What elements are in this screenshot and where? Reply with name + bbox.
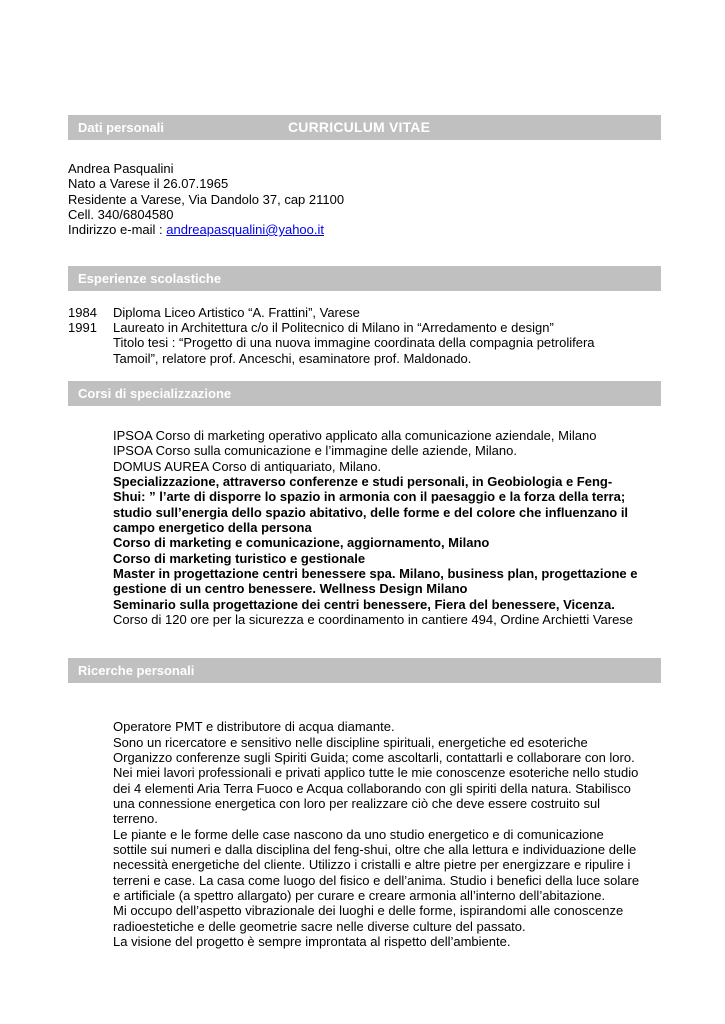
research-line: Organizzo conferenze sugli Spiriti Guida; come ascoltarli, contattarli e collaborare con loro. bbox=[113, 750, 635, 765]
course-line: Master in progettazione centri benessere spa. Milano, business plan, progettazione e bbox=[113, 566, 638, 581]
research-line: una connessione energetica con loro per realizzare ciò che deve essere costruito sul bbox=[113, 796, 601, 811]
research-line: radioestetiche e delle geometrie sacre nelle diverse culture del passato. bbox=[113, 919, 526, 934]
course-line: IPSOA Corso di marketing operativo applicato alla comunicazione aziendale, Milano bbox=[113, 428, 597, 443]
birth-info: Nato a Varese il 26.07.1965 bbox=[68, 176, 229, 191]
research-line: Sono un ricercatore e sensitivo nelle discipline spirituali, energetiche ed esoteriche bbox=[113, 735, 588, 750]
education-line: Laureato in Architettura c/o il Politecnico di Milano in “Arredamento e design” bbox=[113, 320, 554, 335]
course-line: Specializzazione, attraverso conferenze e studi personali, in Geobiologia e Feng- bbox=[113, 474, 613, 489]
education-line: Titolo tesi : “Progetto di una nuova immagine coordinata della compagnia petrolifera bbox=[113, 335, 595, 350]
course-line: Shui: ” l’arte di disporre lo spazio in armonia con il paesaggio e la forza della terra; bbox=[113, 489, 626, 504]
email-link[interactable]: andreapasqualini@yahoo.it bbox=[166, 222, 325, 237]
research-line: dei 4 elementi Aria Terra Fuoco e Acqua collaborando con gli spiriti della natura. Stabilisco bbox=[113, 781, 631, 796]
course-line: Corso di 120 ore per la sicurezza e coordinamento in cantiere 494, Ordine Archietti Varese bbox=[113, 612, 634, 627]
course-line: studio sull’energia dello spazio abitativo, delle forme e del colore che influenzano il bbox=[113, 505, 629, 520]
course-line: Seminario sulla progettazione dei centri benessere, Fiera del benessere, Vicenza. bbox=[113, 597, 615, 612]
research-line: Nei miei lavori professionali e privati applico tutte le mie conoscenze esoteriche nello studio bbox=[113, 765, 639, 780]
section-label-education: Esperienze scolastiche bbox=[78, 271, 222, 286]
address: Residente a Varese, Via Dandolo 37, cap 21100 bbox=[68, 192, 345, 207]
section-bar-research bbox=[68, 658, 661, 683]
section-bar-education bbox=[68, 266, 661, 291]
phone: Cell. 340/6804580 bbox=[68, 207, 174, 222]
person-name: Andrea Pasqualini bbox=[68, 161, 174, 176]
email-label: Indirizzo e-mail : bbox=[68, 222, 167, 237]
email-line bbox=[68, 222, 324, 237]
research-line: terreni e case. La casa come luogo del fisico e dell’anima. Studio i benefici della luce solare bbox=[113, 873, 640, 888]
research-line: Operatore PMT e distributore di acqua diamante. bbox=[113, 719, 395, 734]
education-year: 1991 bbox=[68, 320, 97, 335]
education-line: Tamoil”, relatore prof. Anceschi, esaminatore prof. Maldonado. bbox=[113, 351, 472, 366]
page-title: CURRICULUM VITAE bbox=[288, 119, 431, 135]
section-label-personal: Dati personali bbox=[78, 120, 164, 135]
education-year: 1984 bbox=[68, 305, 97, 320]
research-line: terreno. bbox=[113, 811, 158, 826]
research-line: Mi occupo dell’aspetto vibrazionale dei luoghi e delle forme, ispirandomi alle conoscenze bbox=[113, 903, 624, 918]
course-line: gestione di un centro benessere. Wellness Design Milano bbox=[113, 581, 468, 596]
course-line: Corso di marketing turistico e gestionale bbox=[113, 551, 366, 566]
course-line: campo energetico della persona bbox=[113, 520, 312, 535]
section-label-research: Ricerche personali bbox=[78, 663, 195, 678]
course-line: DOMUS AUREA Corso di antiquariato, Milano. bbox=[113, 459, 382, 474]
research-line: e artificiale (a spettro allargato) per curare e creare armonia all’interno dell’abitazione. bbox=[113, 888, 606, 903]
section-bar-courses bbox=[68, 381, 661, 406]
research-line: necessità energetiche del cliente. Utilizzo i cristalli e altre pietre per energizzare e ripulire i bbox=[113, 857, 631, 872]
course-line: IPSOA Corso sulla comunicazione e l’immagine delle aziende, Milano. bbox=[113, 443, 517, 458]
course-line: Corso di marketing e comunicazione, aggiornamento, Milano bbox=[113, 535, 490, 550]
research-line: La visione del progetto è sempre improntata al rispetto dell’ambiente. bbox=[113, 934, 511, 949]
education-line: Diploma Liceo Artistico “A. Frattini”, Varese bbox=[113, 305, 360, 320]
section-label-courses: Corsi di specializzazione bbox=[78, 386, 232, 401]
research-line: sottile sui numeri e dalla disciplina del feng-shui, oltre che alla lettura e individuazione delle bbox=[113, 842, 637, 857]
section-bar-personal bbox=[68, 115, 661, 140]
research-line: Le piante e le forme delle case nascono da uno studio energetico e di comunicazione bbox=[113, 827, 604, 842]
